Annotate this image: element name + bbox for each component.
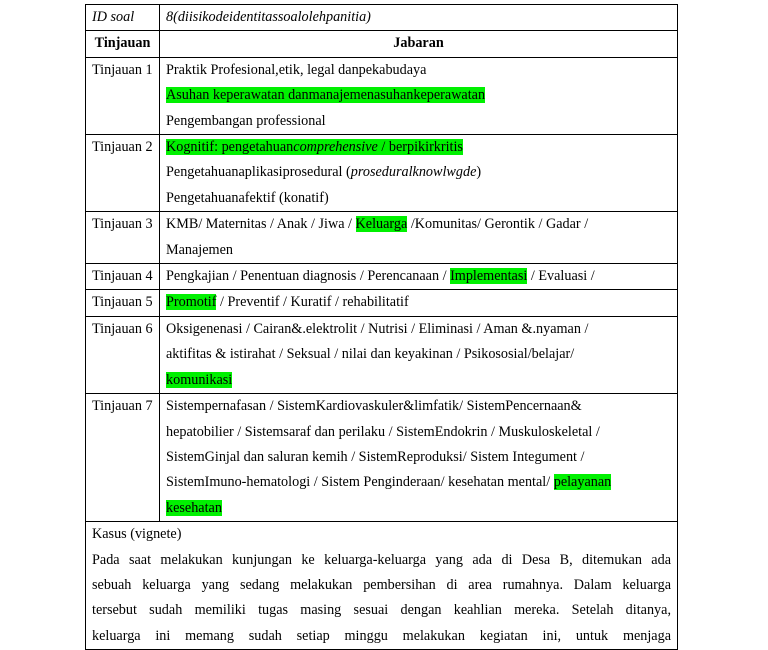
kasus-title: Kasus (vignete) [92, 526, 182, 543]
row-line: Pengetahuanaplikasiprosedural (proseduralknowlwgde) [166, 164, 482, 181]
header-tinjauan: Tinjauan [86, 31, 160, 57]
row-line: Pengkajian / Penentuan diagnosis / Perencanaan / Implementasi / Evaluasi / [166, 268, 595, 285]
review-table [85, 4, 678, 650]
row-line: hepatobilier / Sistemsaraf dan perilaku / SistemEndokrin / Muskuloskeletal / [166, 423, 600, 440]
id-label: ID soal [86, 5, 160, 31]
highlighted-text: Implementasi [450, 268, 528, 285]
highlighted-text: Asuhan keperawatan danmanajemenasuhankeperawatan [166, 87, 486, 104]
row-content [160, 394, 678, 522]
row-label: Tinjauan 1 [86, 57, 160, 134]
row-line [166, 135, 671, 160]
row-label: Tinjauan 5 [86, 290, 160, 316]
row-content [160, 212, 678, 264]
row-label: Tinjauan 4 [86, 264, 160, 290]
table-row [86, 394, 678, 522]
row-line: aktifitas & istirahat / Seksual / nilai dan keyakinan / Psikososial/belajar/ [166, 346, 575, 363]
highlighted-text: Kognitif: pengetahuancomprehensive / berpikirkritis [166, 139, 463, 156]
kasus-row [86, 522, 678, 650]
kasus-cell [86, 522, 678, 650]
kasus-line: keluarga ini memang sudah setiap minggu melakukan kegiatan ini, untuk menjaga [92, 627, 671, 644]
row-content [160, 135, 678, 212]
row-content [160, 57, 678, 134]
row-label: Tinjauan 3 [86, 212, 160, 264]
table-row [86, 316, 678, 393]
row-line: Praktik Profesional,etik, legal danpekabudaya [166, 61, 427, 78]
highlighted-text: Keluarga [355, 216, 408, 233]
highlighted-text: Promotif [166, 294, 217, 311]
row-line: Oksigenenasi / Cairan&.elektrolit / Nutrisi / Eliminasi / Aman &.nyaman / [166, 320, 589, 337]
id-value: 8(diisikodeidentitassoalolehpanitia) [160, 5, 678, 31]
highlighted-text: pelayanan [553, 474, 612, 491]
row-line: Pengetahuanafektif (konatif) [166, 189, 329, 206]
table-row [86, 57, 678, 134]
row-line [166, 368, 671, 393]
header-row [86, 31, 678, 57]
kasus-line: Pada saat melakukan kunjungan ke keluarga-keluarga yang ada di Desa B, ditemukan ada [92, 551, 671, 568]
row-line: Promotif / Preventif / Kuratif / rehabilitatif [166, 294, 409, 311]
row-label: Tinjauan 2 [86, 135, 160, 212]
row-content [160, 264, 678, 290]
header-jabaran: Jabaran [160, 31, 678, 57]
table-row [86, 212, 678, 264]
row-content [160, 316, 678, 393]
id-row [86, 5, 678, 31]
table-row [86, 264, 678, 290]
kasus-line: sebuah keluarga yang sedang melakukan pembersihan di area rumahnya. Dalam keluarga [92, 576, 671, 593]
row-line [166, 83, 671, 108]
kasus-line: tersebut sudah memiliki tugas masing sesuai dengan keahlian mereka. Setelah ditanya, [92, 602, 671, 619]
table-row [86, 135, 678, 212]
highlighted-text: kesehatan [166, 499, 222, 516]
highlighted-text: komunikasi [166, 371, 233, 388]
row-line: KMB/ Maternitas / Anak / Jiwa / Keluarga /Komunitas/ Gerontik / Gadar / [166, 216, 589, 233]
row-label: Tinjauan 7 [86, 394, 160, 522]
row-line: Sistempernafasan / SistemKardiovaskuler&limfatik/ SistemPencernaan& [166, 398, 582, 415]
table-row [86, 290, 678, 316]
row-line: Manajemen [166, 241, 233, 258]
row-line [166, 496, 671, 521]
row-label: Tinjauan 6 [86, 316, 160, 393]
row-content [160, 290, 678, 316]
row-line: Pengembangan professional [166, 112, 326, 129]
row-line: SistemGinjal dan saluran kemih / SistemReproduksi/ Sistem Integument / [166, 448, 585, 465]
row-line: SistemImuno-hematologi / Sistem Penginderaan/ kesehatan mental/ pelayanan [166, 474, 612, 491]
